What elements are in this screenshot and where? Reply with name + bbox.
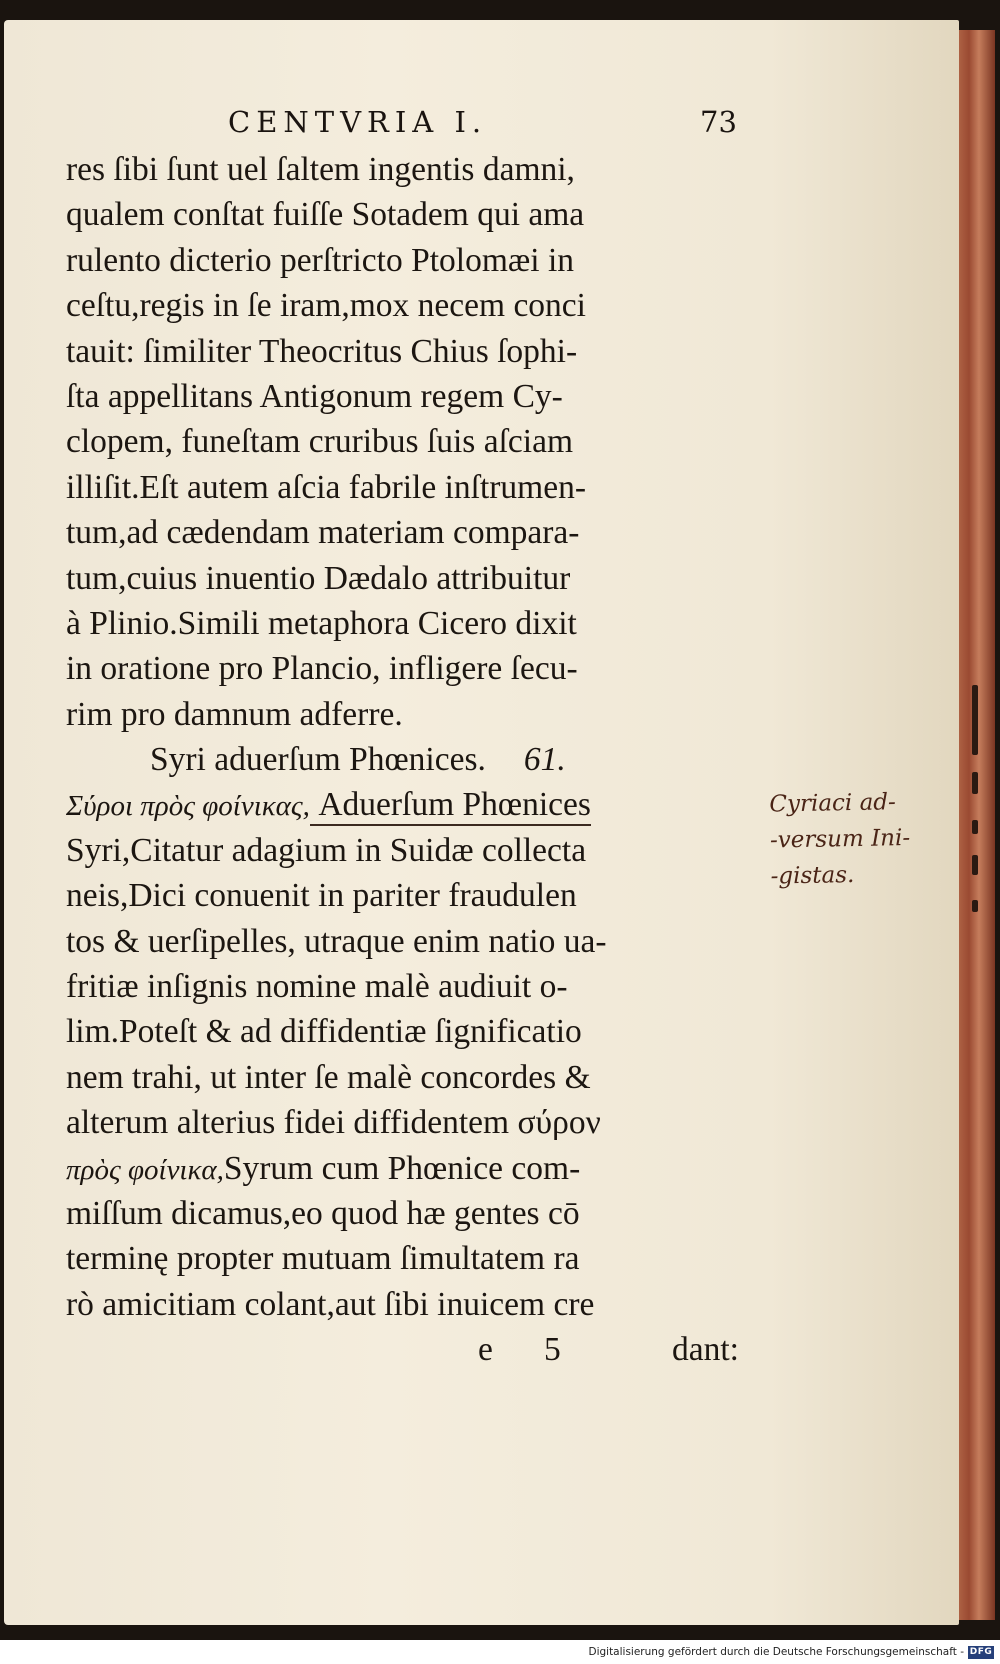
text-line xyxy=(66,1146,766,1191)
text-line: neis,Dici conuenit in pariter fraudulen xyxy=(66,877,577,915)
marginal-line: -gistas. xyxy=(770,862,855,890)
greek-phrase: Σύροι πρὸς φοίνικας, xyxy=(66,790,310,823)
margin-ink-mark xyxy=(972,900,978,912)
margin-ink-mark xyxy=(972,685,978,755)
text-line: tauit: ſimiliter Theocritus Chius ſophi- xyxy=(66,332,578,370)
page-number: 73 xyxy=(700,105,737,139)
text-line: alterum alterius fidei diffidentem σύρον xyxy=(66,1104,601,1142)
text-line: in oratione pro Plancio, infligere ſecu- xyxy=(66,650,578,688)
text-line: miſſum dicamus,eo quod hæ gentes cō xyxy=(66,1194,580,1232)
margin-ink-mark xyxy=(972,855,978,875)
dfg-logo: DFG xyxy=(969,1647,993,1657)
text-line: tum,cuius inuentio Dædalo attribuitur xyxy=(66,559,571,597)
adage-number: 61. xyxy=(523,741,566,779)
running-head: CENTVRIA I. xyxy=(228,105,488,139)
text-line: Syri,Citatur adagium in Suidæ collecta xyxy=(66,831,587,869)
adage-heading xyxy=(66,737,766,782)
catchword: dant: xyxy=(672,1331,739,1369)
signature-mark: e xyxy=(478,1331,493,1369)
marginal-line: Cyriaci ad- xyxy=(769,789,897,818)
latin-phrase: Aduerſum Phœnices xyxy=(310,786,591,826)
text-line: res ſibi ſunt uel ſaltem ingentis damni, xyxy=(66,151,575,188)
latin-phrase: Syrum cum Phœnice com- xyxy=(223,1149,581,1187)
text-line: à Plinio.Simili metaphora Cicero dixit xyxy=(66,604,577,642)
funding-credit: Digitalisierung gefördert durch die Deutsche Forschungsgemeinschaft - xyxy=(588,1646,964,1658)
text-line: nem trahi, ut inter ſe malè concordes & xyxy=(66,1058,591,1096)
text-line: rulento dicterio perſtricto Ptolomæi in xyxy=(66,241,574,279)
text-line: lim.Poteſt & ad diffidentiæ ſignificatio xyxy=(66,1013,582,1051)
text-line: qualem conſtat fuiſſe Sotadem qui ama xyxy=(66,196,585,234)
text-line: ſta appellitans Antigonum regem Cy- xyxy=(66,377,563,415)
text-line xyxy=(66,782,766,827)
handwritten-marginal-note xyxy=(769,784,941,895)
text-line: illiſit.Eſt autem aſcia fabrile inſtrumen- xyxy=(66,468,587,506)
text-line: ceſtu,regis in ſe iram,mox necem conci xyxy=(66,287,586,325)
text-line: fritiæ inſignis nomine malè audiuit o- xyxy=(66,968,568,1006)
text-line: rim pro damnum adferre. xyxy=(66,695,403,733)
text-line: terminę propter mutuam ſimultatem ra xyxy=(66,1240,580,1278)
greek-phrase: πρὸς φοίνικα, xyxy=(66,1153,224,1186)
marginal-line: -versum Ini- xyxy=(769,825,911,854)
signature-number: 5 xyxy=(544,1331,561,1369)
signature-line xyxy=(66,1327,766,1372)
adage-title: Syri aduerſum Phœnices. xyxy=(150,741,486,779)
margin-ink-mark xyxy=(972,772,978,794)
body-text xyxy=(66,147,766,1373)
text-line: tos & uerſipelles, utraque enim natio ua- xyxy=(66,922,607,960)
text-line: tum,ad cædendam materiam compara- xyxy=(66,514,580,552)
text-line: rò amicitiam colant,aut ſibi inuicem cre xyxy=(66,1285,595,1323)
text-line: clopem, funeſtam cruribus ſuis aſciam xyxy=(66,423,573,461)
margin-ink-mark xyxy=(972,820,978,834)
